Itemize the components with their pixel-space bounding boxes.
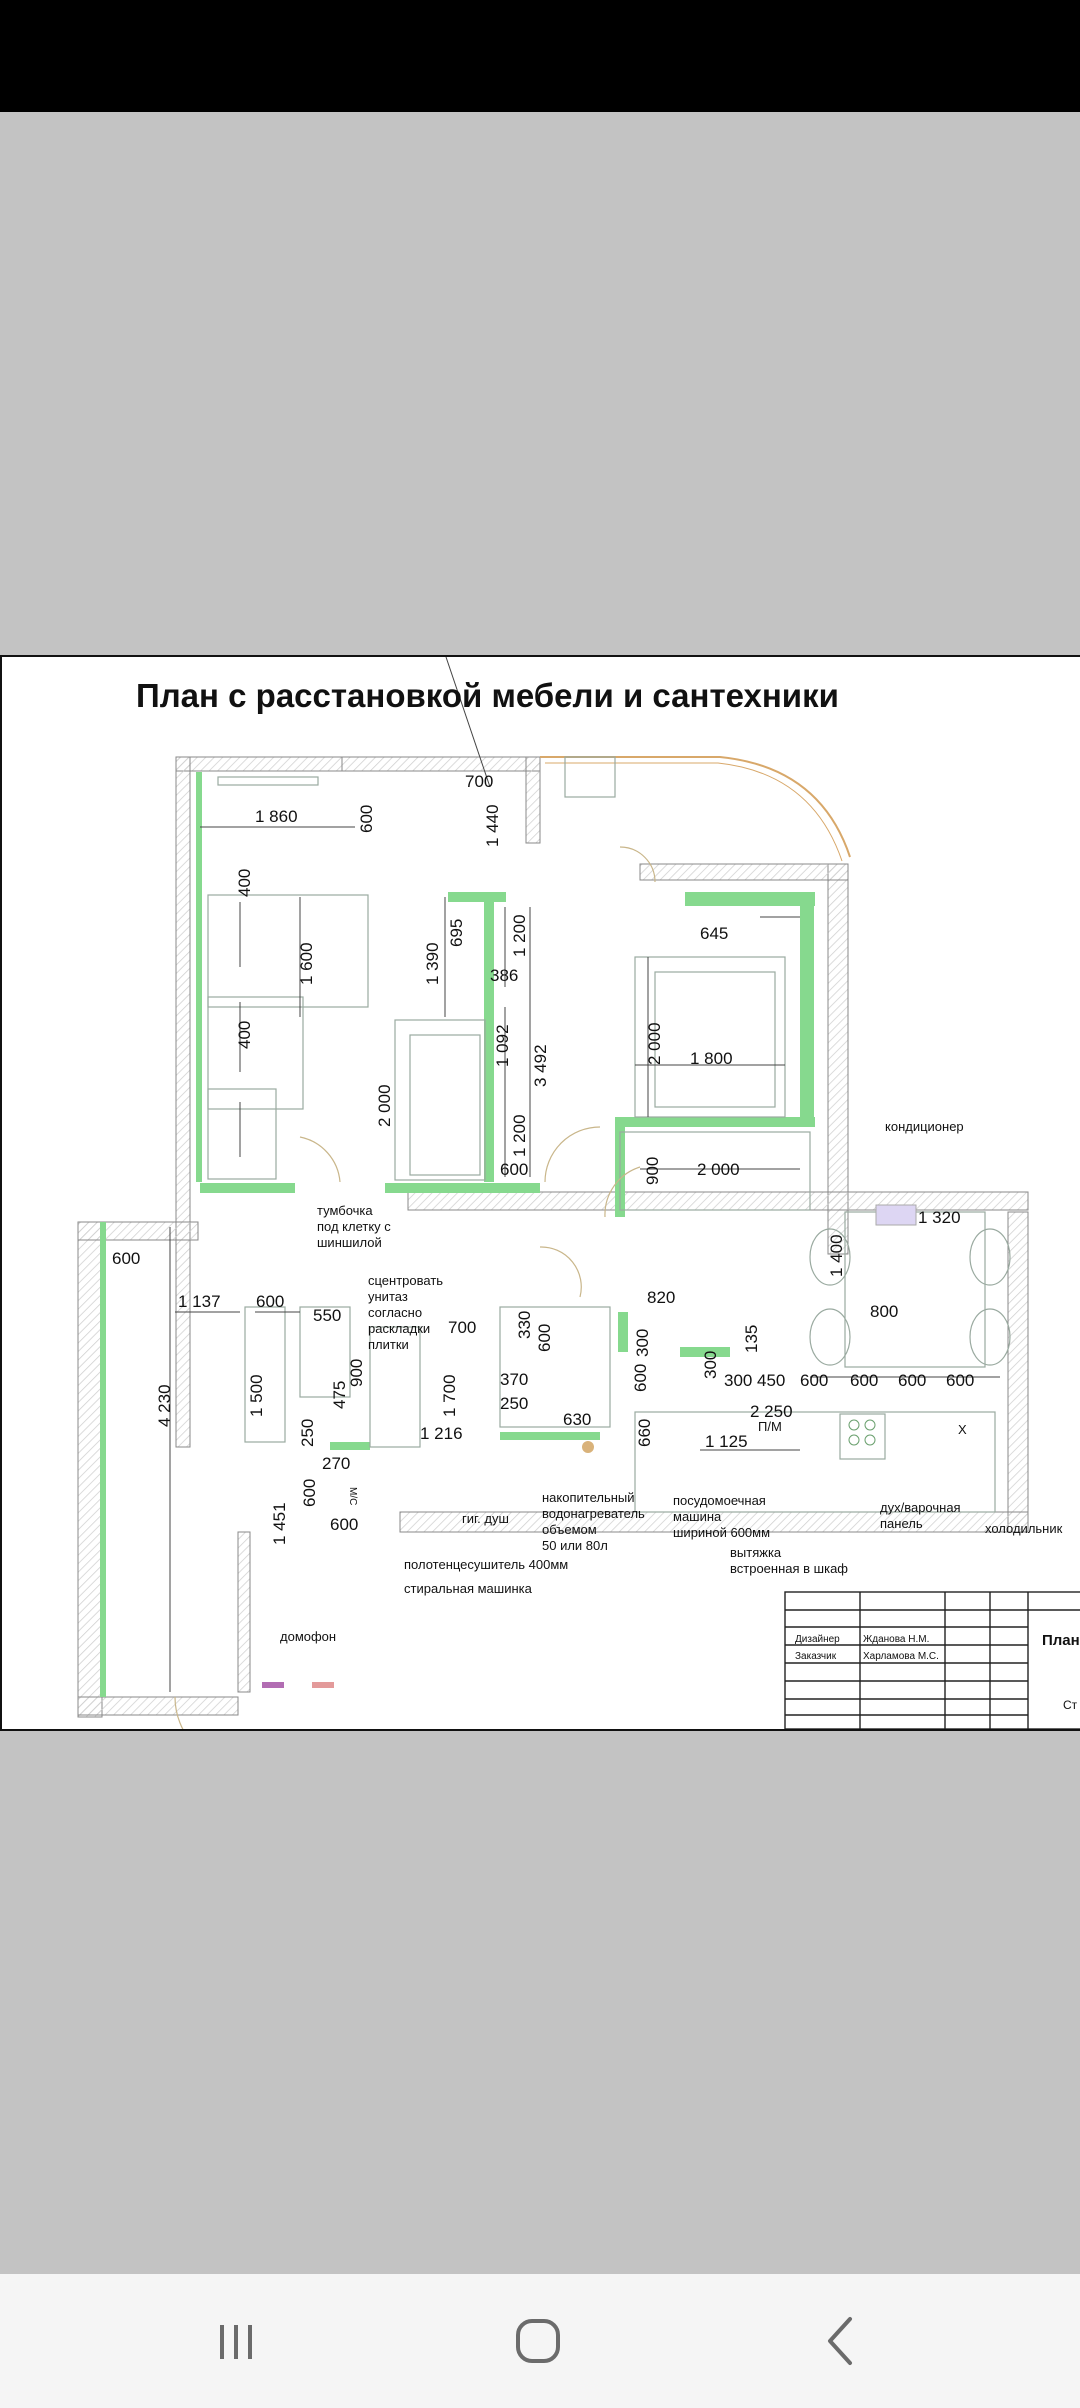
dim-label: 1 700 xyxy=(440,1374,459,1417)
dim-label: 2 000 xyxy=(697,1160,740,1179)
back-button[interactable] xyxy=(780,2294,900,2388)
dim-label: 1 451 xyxy=(270,1502,289,1545)
dim-label: 600 xyxy=(800,1371,829,1390)
dim-label: 250 xyxy=(298,1418,317,1447)
dim-label: 300 xyxy=(724,1371,753,1390)
dim-label: 600 xyxy=(946,1371,975,1390)
toilet-note: сцентровать xyxy=(368,1273,444,1288)
dim-label: 1 600 xyxy=(297,942,316,985)
dim-label: 1 400 xyxy=(827,1234,846,1277)
floor-plan-sheet[interactable] xyxy=(0,655,1080,1731)
oven-hob-label: дух/варочная xyxy=(880,1500,961,1515)
dim-label: 400 xyxy=(235,1020,254,1049)
svg-text:под клетку с: под клетку с xyxy=(317,1219,391,1234)
dim-label: 1 390 xyxy=(423,942,442,985)
svg-text:унитаз: унитаз xyxy=(368,1289,408,1304)
stage-label: Ст xyxy=(1063,1698,1078,1712)
client-name: Харламова М.С. xyxy=(863,1651,939,1662)
home-icon xyxy=(512,2315,564,2367)
intercom-mark xyxy=(262,1682,284,1688)
svg-text:раскладки: раскладки xyxy=(368,1321,431,1336)
balcony-curve xyxy=(540,757,850,857)
dim-label: 450 xyxy=(757,1371,786,1390)
water-heater-mark xyxy=(582,1441,594,1453)
plan-title: План с расстановкой мебели и сантехники xyxy=(136,677,839,714)
navigation-bar xyxy=(0,2274,1080,2408)
dim-label: 1 200 xyxy=(510,1114,529,1157)
dim-label: 600 xyxy=(500,1160,529,1179)
dim-label: 135 xyxy=(742,1324,761,1353)
dim-label: 700 xyxy=(465,772,494,791)
dim-label: 270 xyxy=(322,1454,351,1473)
dim-label: 400 xyxy=(235,868,254,897)
washer-mark xyxy=(312,1682,334,1688)
dim-label: 600 xyxy=(898,1371,927,1390)
washing-machine-label: стиральная машинка xyxy=(404,1581,532,1596)
dim-label: 645 xyxy=(700,924,729,943)
svg-text:шиншилой: шиншилой xyxy=(317,1235,382,1250)
dim-label: 1 500 xyxy=(247,1374,266,1417)
dim-label: 300 xyxy=(633,1328,652,1357)
dim-label: 1 800 xyxy=(690,1049,733,1068)
svg-text:50 или 80л: 50 или 80л xyxy=(542,1538,608,1553)
dim-label: 900 xyxy=(347,1358,366,1387)
furniture-outlines xyxy=(208,757,995,1512)
svg-text:водонагреватель: водонагреватель xyxy=(542,1506,645,1521)
svg-text:объемом: объемом xyxy=(542,1522,597,1537)
svg-text:встроенная в шкаф: встроенная в шкаф xyxy=(730,1561,848,1576)
dim-label: 600 xyxy=(112,1249,141,1268)
recent-apps-button[interactable] xyxy=(176,2294,296,2388)
pm-label: П/М xyxy=(758,1419,782,1434)
dim-label: 386 xyxy=(490,966,519,985)
designer-name: Жданова Н.М. xyxy=(863,1634,930,1645)
status-bar xyxy=(0,0,1080,112)
designer-label: Дизайнер xyxy=(795,1634,840,1645)
dim-label: 600 xyxy=(535,1323,554,1352)
dim-label: 1 200 xyxy=(510,914,529,957)
dim-label: 3 492 xyxy=(531,1044,550,1087)
hob xyxy=(849,1420,875,1445)
ac-unit xyxy=(876,1205,916,1225)
dim-label: 1 137 xyxy=(178,1292,221,1311)
intercom-label: домофон xyxy=(280,1629,337,1644)
dim-label: 820 xyxy=(647,1288,676,1307)
dim-label: 1 125 xyxy=(705,1432,748,1451)
dim-label: 2 000 xyxy=(375,1084,394,1127)
dim-label: 2 000 xyxy=(645,1022,664,1065)
dim-label: 1 440 xyxy=(483,804,502,847)
dim-label: 1 092 xyxy=(493,1024,512,1067)
towel-warmer-label: полотенцесушитель 400мм xyxy=(404,1557,569,1572)
fridge-label: холодильник xyxy=(985,1521,1063,1536)
dim-label: 1 860 xyxy=(255,807,298,826)
floor-plan-drawing xyxy=(0,657,1080,1729)
svg-text:согласно: согласно xyxy=(368,1305,423,1320)
dim-label: 800 xyxy=(870,1302,899,1321)
dim-label: 600 xyxy=(300,1478,319,1507)
dim-label: 660 xyxy=(635,1418,654,1447)
outer-walls xyxy=(78,757,1028,1717)
svg-text:шириной 600мм: шириной 600мм xyxy=(673,1525,771,1540)
dim-label: 600 xyxy=(330,1515,359,1534)
dim-label: 630 xyxy=(563,1410,592,1429)
dishwasher-label: посудомоечная xyxy=(673,1493,766,1508)
hygienic-shower-label: гиг. душ xyxy=(462,1511,509,1526)
dim-label: 600 xyxy=(631,1363,650,1392)
hood-label: вытяжка xyxy=(730,1545,782,1560)
client-label: Заказчик xyxy=(795,1651,837,1662)
dim-label: 250 xyxy=(500,1394,529,1413)
dim-label: 700 xyxy=(448,1318,477,1337)
svg-text:плитки: плитки xyxy=(368,1337,409,1352)
dim-label: 2 250 xyxy=(750,1402,793,1421)
fridge-mark: X xyxy=(958,1422,967,1437)
dim-label: 475 xyxy=(330,1380,349,1409)
svg-text:панель: панель xyxy=(880,1516,923,1531)
mc-label: М/С xyxy=(347,1487,358,1506)
home-button[interactable] xyxy=(478,2294,598,2388)
dim-label: 600 xyxy=(850,1371,879,1390)
sheet-title: План xyxy=(1042,1632,1080,1649)
dim-label: 4 230 xyxy=(155,1384,174,1427)
dim-label: 370 xyxy=(500,1370,529,1389)
dim-label: 550 xyxy=(313,1306,342,1325)
svg-text:машина: машина xyxy=(673,1509,722,1524)
dim-label: 300 xyxy=(701,1350,720,1379)
recent-apps-icon xyxy=(212,2317,260,2365)
dim-label: 330 xyxy=(515,1310,534,1339)
nightstand-note: тумбочка xyxy=(317,1203,373,1218)
dim-label: 600 xyxy=(357,804,376,833)
dim-label: 1 320 xyxy=(918,1208,961,1227)
back-icon xyxy=(820,2315,860,2367)
ac-label: кондиционер xyxy=(885,1119,964,1134)
dim-label: 600 xyxy=(256,1292,285,1311)
dim-label: 900 xyxy=(643,1156,662,1185)
title-block-text xyxy=(795,1632,1080,1712)
dim-label: 695 xyxy=(447,918,466,947)
water-heater-label: накопительный xyxy=(542,1490,635,1505)
dim-label: 1 216 xyxy=(420,1424,463,1443)
